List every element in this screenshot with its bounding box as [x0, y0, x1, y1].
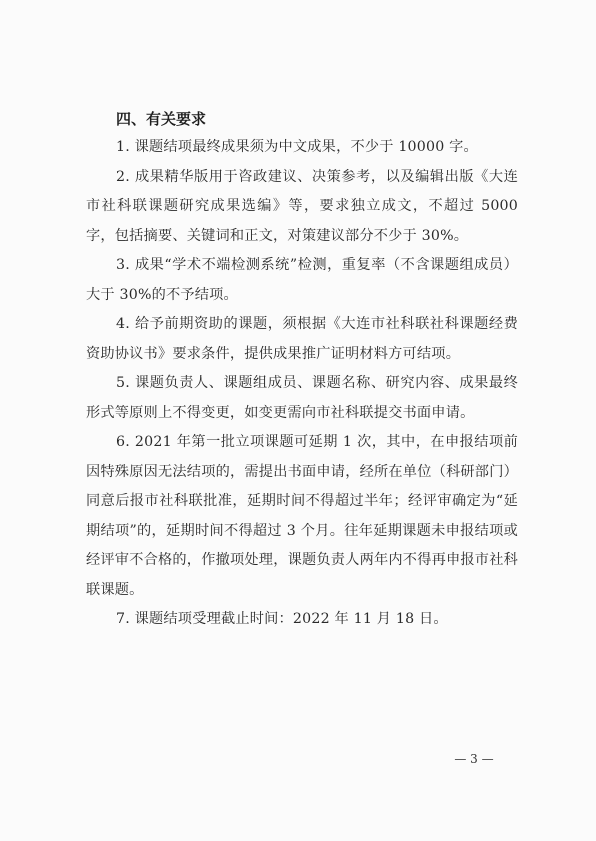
requirements-section	[86, 105, 518, 635]
page-number: — 3 —	[454, 752, 494, 766]
requirement-item-4: 4. 给予前期资助的课题，须根据《大连市社科联社科课题经费资助协议书》要求条件，提供成果推广证明材料方可结项。	[86, 316, 518, 362]
requirement-item-1: 1. 课题结项最终成果须为中文成果，不少于 10000 字。	[116, 139, 478, 155]
section-heading: 四、有关要求	[116, 110, 207, 128]
requirement-item-5: 5. 课题负责人、课题组成员、课题名称、研究内容、成果最终形式等原则上不得变更，如变更需向市社科联提交书面申请。	[86, 375, 518, 421]
requirement-item-2: 2. 成果精华版用于咨政建议、决策参考，以及编辑出版《大连市社科联课题研究成果选编》等，要求独立成文，不超过 5000 字，包括摘要、关键词和正文，对策建议部分不少于 30%。	[86, 168, 518, 244]
requirement-item-7: 7. 课题结项受理截止时间：2022 年 11 月 18 日。	[116, 611, 448, 627]
requirement-item-3: 3. 成果“学术不端检测系统”检测，重复率（不含课题组成员）大于 30%的不予结项。	[86, 257, 518, 303]
requirement-item-6: 6. 2021 年第一批立项课题可延期 1 次，其中，在申报结项前因特殊原因无法结项的，需提出书面申请，经所在单位（科研部门）同意后报市社科联批准，延期时间不得超过半年；经评审确定为“延期结项”的，延期时间不得超过 3 个月。往年延期课题未申报结项或经评审不合格的，作撤项处理，课题负责人两年内不得再申报市社科联课题。	[86, 434, 518, 598]
